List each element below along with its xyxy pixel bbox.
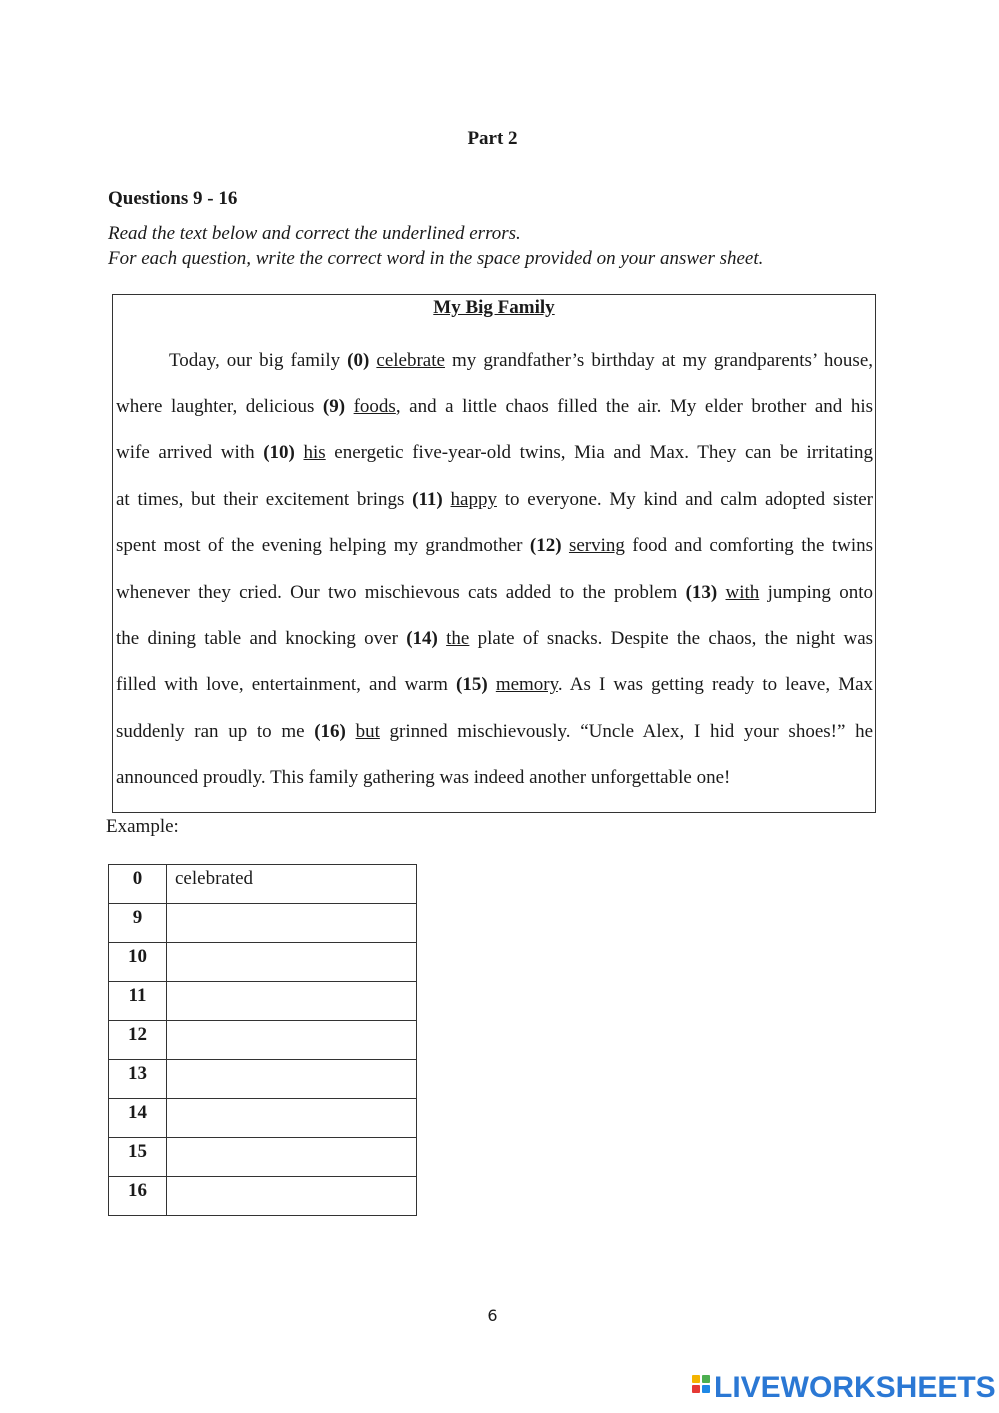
- passage-line: where laughter, delicious (9) foods, and a little chaos filled the air. My elder brother and his: [116, 396, 873, 417]
- logo-square: [702, 1385, 710, 1393]
- underlined-error: his: [303, 442, 326, 463]
- liveworksheets-icon: [692, 1375, 712, 1401]
- passage-line: wife arrived with (10) his energetic five-year-old twins, Mia and Max. They can be irritating: [116, 442, 874, 463]
- questions-heading: Questions 9 - 16: [108, 188, 238, 209]
- underlined-error: memory: [495, 674, 558, 695]
- passage-box: [112, 294, 876, 813]
- answer-row: [109, 1138, 417, 1177]
- question-number: (0): [347, 350, 370, 371]
- brand-name: LIVEWORKSHEETS: [714, 1371, 996, 1404]
- answer-cell[interactable]: [167, 1099, 417, 1138]
- answer-cell[interactable]: [167, 982, 417, 1021]
- question-number: (10): [263, 442, 295, 463]
- answer-cell[interactable]: [167, 1138, 417, 1177]
- instruction-line: Read the text below and correct the underlined errors.: [108, 223, 521, 244]
- answer-cell[interactable]: [167, 904, 417, 943]
- passage-line: filled with love, entertainment, and warm (15) memory. As I was getting ready to leave, Max: [116, 674, 874, 695]
- answer-number: 9: [109, 904, 167, 943]
- question-number: (13): [685, 582, 718, 603]
- underlined-error: with: [725, 582, 760, 603]
- question-number: (15): [456, 674, 488, 695]
- question-number: (9): [322, 396, 346, 417]
- answer-row: [109, 943, 417, 982]
- example-label: Example:: [106, 816, 179, 837]
- answer-table: [108, 864, 417, 1216]
- answer-row: [109, 865, 417, 904]
- underlined-error: celebrate: [376, 350, 445, 371]
- underlined-error: happy: [450, 489, 497, 510]
- page-number: 6: [487, 1306, 498, 1325]
- logo-square: [702, 1375, 710, 1383]
- passage-title: My Big Family: [433, 297, 555, 318]
- answer-row: [109, 1060, 417, 1099]
- answer-number: 10: [109, 943, 167, 982]
- answer-row: [109, 982, 417, 1021]
- question-number: (16): [314, 721, 346, 742]
- underlined-error: serving: [568, 535, 625, 556]
- answer-cell: celebrated: [167, 865, 417, 904]
- passage-line: the dining table and knocking over (14) the plate of snacks. Despite the chaos, the night was: [116, 628, 874, 649]
- passage-line: at times, but their excitement brings (11) happy to everyone. My kind and calm adopted sister: [116, 489, 874, 510]
- answer-cell[interactable]: [167, 1060, 417, 1099]
- passage-line: Today, our big family (0) celebrate my grandfather’s birthday at my grandparents’ house,: [169, 350, 873, 371]
- answer-number: 14: [109, 1099, 167, 1138]
- question-number: (14): [406, 628, 438, 649]
- underlined-error: but: [355, 721, 380, 742]
- answer-cell[interactable]: [167, 943, 417, 982]
- instruction-line: For each question, write the correct word in the space provided on your answer sheet.: [108, 248, 764, 269]
- answer-row: [109, 1099, 417, 1138]
- answer-number: 16: [109, 1177, 167, 1216]
- underlined-error: foods: [353, 396, 396, 417]
- passage-line: spent most of the evening helping my grandmother (12) serving food and comforting the twins: [116, 535, 874, 556]
- passage-line: suddenly ran up to me (16) but grinned mischievously. “Uncle Alex, I hid your shoes!” he: [116, 721, 874, 742]
- answer-cell[interactable]: [167, 1021, 417, 1060]
- question-number: (12): [529, 535, 562, 556]
- logo-square: [692, 1375, 700, 1383]
- answer-row: [109, 904, 417, 943]
- answer-number: 15: [109, 1138, 167, 1177]
- question-number: (11): [412, 489, 443, 510]
- liveworksheets-logo[interactable]: [692, 1371, 996, 1405]
- logo-square: [692, 1385, 700, 1393]
- part-title: Part 2: [467, 128, 518, 149]
- passage-line: whenever they cried. Our two mischievous cats added to the problem (13) with jumping onto: [116, 582, 873, 603]
- answer-cell[interactable]: [167, 1177, 417, 1216]
- answer-number: 0: [109, 865, 167, 904]
- passage-line: announced proudly. This family gathering was indeed another unforgettable one!: [116, 767, 731, 788]
- answer-row: [109, 1021, 417, 1060]
- answer-row: [109, 1177, 417, 1216]
- answer-number: 13: [109, 1060, 167, 1099]
- answer-number: 11: [109, 982, 167, 1021]
- answer-number: 12: [109, 1021, 167, 1060]
- underlined-error: the: [446, 628, 470, 649]
